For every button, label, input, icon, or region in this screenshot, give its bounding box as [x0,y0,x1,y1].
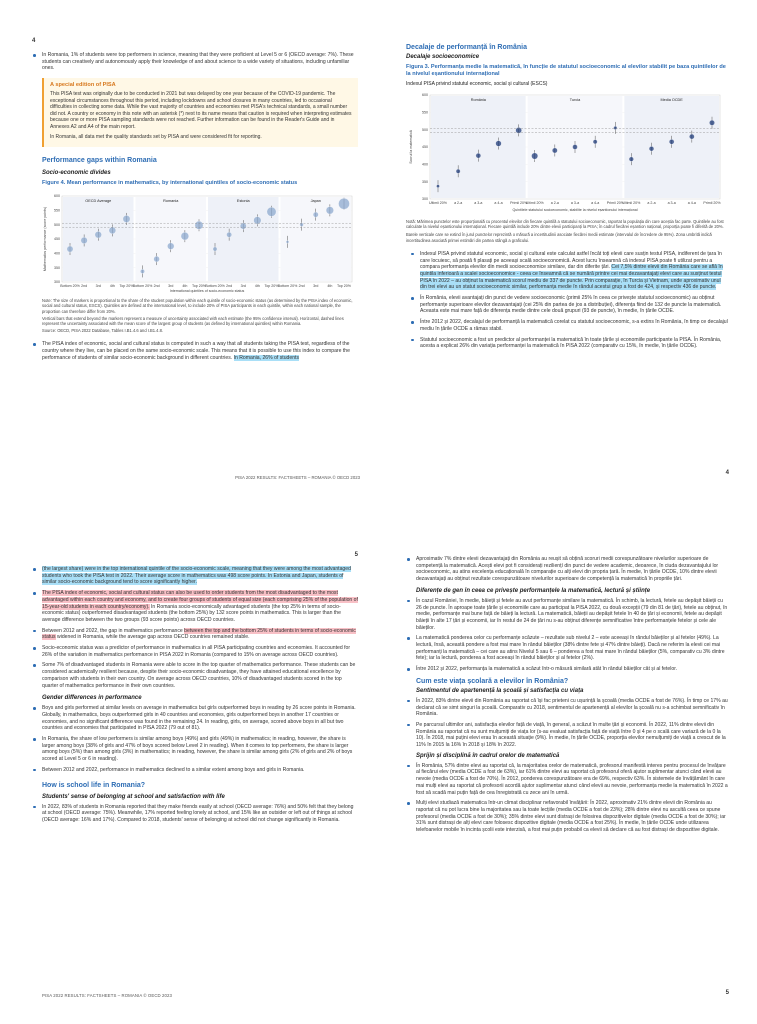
data-point [140,270,144,274]
data-point [614,126,617,129]
x-tick-label: Ultimii 20% [622,201,641,205]
data-point [338,198,349,209]
x-tick-label: 2nd [153,284,160,289]
section-heading: Decalaje de performanță în România [406,44,527,51]
bullet-science-top-performers: In Romania, 1% of students were top performers in science, meaning that they were proficient at Level 5 or 6 (OECD average: 7%). These students can creatively and autonomously apply their knowledge of and about science to a wide variety of situations, including unfamiliar ones. [28,52,358,72]
box-paragraph: In Romania, all data met the quality standards set by PISA and were considered fit for reporting. [50,133,262,140]
data-point [573,145,578,150]
data-point [629,157,634,162]
y-tick-label: 500 [54,223,60,228]
figure-title: Figura 3. Performanța medie la matematică, în funcție de statutul socioeconomic al elevilor stabilit pe baza quintilelor de la nivelul eșantionului internațional [406,64,726,77]
bullet-resilient: Some 7% of disadvantaged students in Romania were able to score in the top quarter of mathematics performance. These students can be considered academically resilient because, despite their socio-economic disadvantage, they have attained educational excellence by comparison with students in their own country. On average across OECD countries, 10% of disadvantaged students scored in the top quarter of mathematics performance in their own countries. [28,662,358,689]
y-tick-label: 400 [422,162,428,167]
bullet-escs-index [406,251,728,291]
x-tick-label: a 2-a [454,201,463,205]
data-point [689,134,694,139]
highlighted-text: (the largest share) were in the top international quintile of the socio-economic scale, meaning that they were among the most advantaged students who took the PISA test in 2022. Their average score in mathematics was 498 score points. In Estonia and Japan, students of similar socio-economic background tend to score significantly higher. [42,566,351,586]
x-tick-label: Primii 20% [703,201,721,205]
bullet-discipline: Mulți elevi studiază matematica într-un climat disciplinar nefavorabil învățării: În 2022, aproximativ 21% dintre elevii din România au raportat că nu pot lucra bine la majoritatea sau la toate lecțiile (media OCDE a fost de 23%); 28% dintre elevi nu ascultă ceea ce spune profesorul (media OCDE a fost de 30%); 35% dintre elevi sunt distrași de folosirea dispozitivelor digitale (media OCDE a fost de 30%); iar 31% sunt distrași de alți elevi care folosesc dispozitive digitale (media OCDE a fost 25%). În medie, în țările OCDE unde utilizarea telefoanelor mobile în incinta școlii este interzisă, a fost mai puțin probabil ca elevii să declare că au fost distrași de dispozitive digitale. [402,800,728,834]
data-point [436,185,439,188]
page-footer: PISA 2022 RESULTS: FACTSHEETS – ROMANIA © OECD 2023 [42,993,172,998]
x-tick-label: 3rd [240,284,246,289]
data-point [286,241,289,244]
data-point [95,232,102,239]
subsection-heading: Socio-economic divides [42,170,111,177]
data-point [532,153,538,159]
bullet-gender-1: În cazul României, în medie, băieții și fetele au avut performanțe similare la matematică. În schimb, la lectură, fetele au depășit băieții cu 26 de puncte. În aproape toate țările și economiile care au participat la PISA 2022, cu două excepții (79 din 81 de țări), fetele au obținut, în medie, performanțe mai bune față de băieți la lectură. La matematică, băieții au depășit fetele în 40 de țări și economii, fetele au depășit băieții în alte 17 țări și economii, iar în restul de 24 de țări nu s-au obținut diferențe semnificative între performanțele fetelor și cele ale băieților. [402,598,728,632]
highlighted-text: Cei 7,5% dintre elevii din România care se află în quintila inferioară a scalei socioeconomice - ceea ce înseamnă că se numără printre cei mai dezavantajați elevi care au susținut testul PISA în 2022 – au obținut la matematică scorul mediu de 337 de puncte. Prin comparație, în Turcia și Vietnam, unde aproximativ unul din trei elevi au un statut socioeconomic similar, performanța medie în rândul acestui grup a fost de 424, și respectiv 436 de puncte. [420,264,723,291]
bullet-predictor: Socio-economic status was a predictor of performance in mathematics in all PISA participating countries and economies. It accounted for 26% of the variation in mathematics performance in PISA 2022 in Romania (compared to 15% on average across OECD countries). [28,645,358,658]
panel-title: OECD Average [85,199,112,204]
x-tick-label: Ultimii 20% [429,201,447,205]
x-tick-label: Primii 20% [606,201,624,205]
x-tick-label: Top 20% [264,284,279,289]
y-tick-label: 300 [422,197,428,202]
data-point [109,227,116,234]
x-tick-label: Bottom 20% [277,284,298,289]
data-point [593,140,597,144]
x-tick-label: a 4-a [494,201,503,205]
panel-background [136,197,207,281]
x-tick-label: 4th [182,284,188,289]
page-footer: PISA 2022 RESULTS: FACTSHEETS – ROMANIA © OECD 2023 [235,475,360,480]
bullet-escs-index [28,341,358,361]
figure-note: Barele verticale care se extind în jurul punctelor reprezintă o măsură a incertitudinii asociate fiecărei medii estimate (intervalul de încredere de 95%). Zona umbrită indică incertitudinea asociată primei estimări din partea stângă a graficului. [406,232,712,243]
y-tick-label: 450 [54,237,60,242]
highlighted-text: between the top and the bottom 25% of students in terms of socio-economic status [42,627,356,641]
bullet-predictor: Statutul socioeconomic a fost un predictor al performanței la matematică în toate țările și economiile participante la PISA. În România, acesta a explicat 26% din variația performanței la matematică în PISA 2022 (comparativ cu 15%, în medie, în țările OCDE). [406,337,728,350]
x-tick-label: 2nd [81,284,88,289]
x-axis-label: International quintiles of socio-economic status [169,289,245,294]
bullet-resilient: Aproximativ 7% dintre elevii dezavantajați din România au reușit să obțină scoruri medii corespunzătoare nivelurilor superioare de competență la matematică. Acești elevi pot fi considerați reziliențí din punct de vedere academic, deoarece, în ciuda dezavantajului lor socioeconomic, au atins excelența educațională în comparație cu alți elevi din propria țară. În medie, în țările OCDE, 10% dintre elevii dezavantajați au obținut rezultate corespunzătoare nivelurilor superioare de competență la matematică în propriile țări. [402,556,728,583]
x-tick-label: Bottom 20% [132,284,153,289]
data-point [213,247,217,251]
bullet-text: widened in Romania, while the average gap across OECD countries remained stable. [57,634,250,641]
data-point [181,233,189,241]
bullet-belonging: In 2022, 83% of students in Romania reported that they make friends easily at school (OECD average: 76%) and 50% felt that they belong at school (OECD average: 75%). Meanwhile, 17% reported feeling lonely at school, and 15% like an outsider or left out of things at school (OECD average: 16% and 17%). Compared to 2018, students' sense of belonging at school did not change significantly in Romania. [28,804,358,824]
box-paragraph: This PISA test was originally due to be conducted in 2021 but was delayed by one year because of the COVID-19 pandemic. The exceptional circumstances throughout this period, including lockdowns and school closures in many countries, led to occasional difficulties in collecting some data. While the vast majority of countries and economies met PISA's technical standards, a small number did not. A country or economy in this note with an asterisk (*) next to its name means that caution is required when interpreting estimates because one or more PISA sampling standards were not reached. Further information can be found in the Reader's Guide and in Annexes A2 and A4 of the main report. [50,91,352,131]
figure-source: Source: OECD, PISA 2022 Database, Tables I.B1.4.6 and I.B1.4.8. [42,328,163,334]
data-point [496,141,502,147]
page-4-english [28,30,366,486]
y-tick-label: 550 [422,110,428,115]
x-tick-label: a 3-a [667,201,676,205]
y-tick-label: 350 [54,266,60,271]
page-number: 4 [32,38,36,44]
subsection-heading: Sentimentul de apartenență la școală și satisfacția cu viața [416,687,584,694]
panel-title: Japan [310,199,321,204]
y-tick-label: 500 [422,127,428,132]
bullet-life-satisfaction: Pe parcursul ultimilor ani, satisfacția elevilor față de viață, în general, a scăzut în multe țări și economii. În 2022, 11% dintre elevii din România au raportat că nu sunt mulțumiți de viața lor (s-au evaluat satisfacția față de viață între 0 și 4 pe o scală care variază de la 0 la 10). În 2018, mai puțini elevi erau în această situație (9%). În medie, în țările OCDE, proporția elevilor nemulțumiți de viață a crescut de la 11% în 2015 la 16% în 2018 și 18% în 2022. [402,722,728,749]
bullet-text: Between 2012 and 2022, the gap in mathematics performance [42,627,183,634]
panel-title: Estonia [236,199,250,204]
x-tick-label: a 3-a [474,201,483,205]
x-tick-label: 3rd [168,284,174,289]
subsection-heading: Sprijin și disciplină în cadrul orelor de matematică [416,752,560,759]
bullet-gender-2: In Romania, the share of low performers is similar among boys (49%) and girls (49%) in mathematics; in reading, however, the share is larger among boys (38% of girls and 47% of boys scored below Level 2 in reading). When it comes to top performers, the share is larger among boys (5%) than among girls (3%) in mathematics; in reading, however, the share is similar among girls (2% of girls and 2% of boys scored at Level 5 or 6 in reading). [28,736,358,763]
x-tick-label: 4th [109,284,115,289]
data-point [67,246,73,252]
page-number: 5 [354,552,358,558]
chart-heading: Indexul PISA privind statutul economic, social și cultural (ESCS) [406,81,548,87]
data-point [81,237,88,244]
page-5-romanian [396,544,733,1004]
data-point [123,216,130,223]
panel-title: România [470,98,486,102]
panel-title: Romania [163,199,179,204]
figure-note: Note: The size of markers is proportional to the share of the student population within each quintile of socio-economic status (as determined by the PISA index of economic, social and cultural status, ESCS). Quintiles are defined at the international level, to include 20% of PISA participants in each quintile, within each national sample, the proportion can therefore differ from 20%. [42,298,353,314]
x-tick-label: Top 20% [337,284,351,289]
bullet-gender-3: Between 2012 and 2022, performance in mathematics declined to a similar extent among boys and girls in Romania. [28,767,358,774]
x-tick-label: 3rd [95,284,101,289]
special-edition-box [42,78,358,147]
x-tick-label: Ultimii 20% [525,201,544,205]
y-tick-label: 400 [54,251,60,256]
data-point [669,139,674,144]
bullet-teacher-support: În România, 57% dintre elevi au raportat că, la majoritatea orelor de matematică, profesorul manifestă interes pentru procesul de învățare al fiecărui elev (media OCDE a fost de 63%), iar 61% dintre elevi au raportat că profesorul oferă ajutor suplimentar atunci când elevii au nevoie (media OCDE a fost de 70%). În 2012, ponderea corespunzătoare era de 69%, respectiv 63%. În sistemele de învățământ în care mai mulți elevi au raportat că profesorii acordă ajutor suplimentar atunci când elevii au nevoie, performanța medie la matematică în 2022 a fost să scadă mai puțin față de cea înregistrată cu zece ani în urmă. [402,763,728,797]
paragraph-continued [28,566,358,586]
page-number: 5 [725,990,729,996]
x-tick-label: 2nd [298,284,305,289]
y-tick-label: 600 [422,93,428,98]
x-tick-label: 4th [254,284,260,289]
subsection-heading: Gender differences in performance [42,695,142,702]
data-point [476,153,481,158]
x-tick-label: 4th [327,284,333,289]
data-point [709,120,714,125]
highlighted-text: In Romania, 26% of students [233,354,300,361]
data-point [552,148,557,153]
bullet-gender-2: La matematică ponderea celor cu performanțe scăzute – rezultate sub nivelul 2 – este aceeași în rândul băieților și al fetelor (49%). La lectură, însă, această pondere a fost mai mare în rândul băieților (38% dintre fete și 47% dintre băieți). Dacă ne referim la elevii cei mai performanți la matematică – cei care au atins Nivelul 5 sau 6 – ponderea a fost mai mare în rândul băieților (5%, comparativ cu 3% dintre fete); iar la lectură, ponderea a fost aceeași în rândul băieților și al fetelor (2%). [402,635,728,662]
panel-background [431,96,526,198]
data-point [326,207,334,215]
panel-title: Media OCDE [660,98,683,102]
data-point [195,221,203,229]
y-tick-label: 600 [54,194,60,199]
x-tick-label: Top 20% [192,284,206,289]
data-point [456,169,460,173]
x-tick-label: a 2-a [647,201,656,205]
page-number: 4 [725,470,729,476]
figura-3-chart [406,89,726,213]
section-heading: How is school life in Romania? [42,781,146,789]
bullet-gender-1: Boys and girls performed at similar levels on average in mathematics but girls outperformed boys in reading by 26 score points in Romania. Globally, in mathematics, boys outperformed girls in 40 countries and economies, girls outperformed boys in another 17 countries or economies, and no significant difference was found in the remaining 24. In reading, girls, on average, scored above boys in all but two countries and economies that participated in PISA 2022 (79 out of 81). [28,705,358,732]
x-tick-label: 3rd [313,284,319,289]
data-point [167,243,174,250]
subsection-heading: Decalaje socioeconomice [406,54,480,60]
box-title: A special edition of PISA [50,82,116,89]
subsection-heading: Students' sense of belonging at school and satisfaction with life [42,793,225,800]
data-point [227,232,232,237]
x-tick-label: a 3-a [570,201,580,205]
x-tick-label: a 4-a [591,201,600,205]
page-4-romanian [396,30,733,486]
bullet-escs-groups [28,590,358,624]
bullet-text: The PISA index of economic, social and cultural status is computed in such a way that all students taking the PISA test, regardless of the country where they live, can be placed on the same socio-economic scale. This means that it is possible to use this index to compare the performance of students of similar socio-economic background in different countries. [42,341,350,361]
y-axis-label: Mathematics performance (score points) [43,207,47,272]
x-tick-label: a 2-a [550,201,559,205]
x-tick-label: 2nd [226,284,233,289]
bullet-belonging: În 2022, 83% dintre elevii din România au raportat că își fac prieteni cu ușurință la școală (media OCDE a fost de 76%). În timp ce 17% au declarat că se simt singuri la școală. Comparativ cu 2018, sentimentul de apartenență al elevilor la școală nu s-a schimbat semnificativ în România. [402,698,728,718]
data-point [267,207,276,216]
data-point [254,217,262,225]
subsection-heading: Diferențe de gen în ceea ce privește performanțele la matematică, lectură și științe [416,587,651,594]
section-heading: Cum este viața școlară a elevilor în România? [416,677,569,685]
y-tick-label: 350 [422,179,428,184]
bullet-text: In Romania socio-economically advantaged students (the top 25% in terms of socio-economic status) outperformed disadvantaged students (the bottom 25%) by 132 score points in mathematics. This is larger than the average difference between the two groups (93 score points) across OECD countries. [42,603,341,623]
bullet-gap-trend [28,628,358,641]
x-tick-label: Bottom 20% [205,284,225,289]
figure-note: Vertical bars that extend beyond the markers represent a measure of uncertainty associated with each estimate (the 95% confidence interval). Horizontal, dashed lines represent the uncertainty associated with the mean score of the largest group of students (as defined by international quintiles) within Romania. [42,315,344,327]
y-axis-label: Scorul la matematică [409,130,413,164]
bullet-gap-trend: Între 2012 și 2022, decalajul de performanță la matematică corelat cu statutul socioeconomic, s-a extins în România, în timp ce decalajul mediu în țările OCDE a rămas stabil. [406,319,728,332]
figure-title: Figure 4. Mean performance in mathematics, by international quintiles of socio-economic status [42,180,298,187]
panel-title: Turcia [569,98,581,102]
bullet-advantaged-gap: În România, elevii avantajați din punct de vedere socioeconomic (primii 25% în ceea ce privește statutul socioeconomic) au obținut performanțe superioare elevilor dezavantajați (cei 25% din partea de jos a distribuției), diferența fiind de 132 de puncte la matematică. Aceasta este mai mare față de diferența medie dintre cele două grupuri (93 de puncte), în medie, în țările OCDE. [406,295,728,315]
y-tick-label: 550 [54,208,60,213]
section-heading: Performance gaps within Romania [42,157,157,165]
x-axis-label: Quintilele statutului socioeconomic, stabilite la nivelul eșantionului internațional [512,208,638,212]
figure-note: Notă: Mărimea punctelor este proporțională cu procentul elevilor din fiecare quintilă a statutului socioeconomic, raportat la populația din care aceștia fac parte. Quintilele au fost calculate la nivelul eșantionului internațional. Fiecare quintilă include 20% dintre elevii participanți la PISA; în cadrul fiecărei eșantion național, proporția poate fi diferită de 20%. [406,219,724,230]
y-tick-label: 300 [54,280,60,285]
data-point [649,146,654,151]
x-tick-label: a 4-a [687,201,696,205]
data-point [154,256,160,262]
data-point [313,212,318,217]
data-point [240,223,246,229]
highlighted-text: The PISA index of economic, social and cultural status can also be used to order students from the most disadvantaged to the most advantaged within each country and economy, and to create four groups of students of equal size (each comprising 25% of the population of 15-year-old students in each country/economy). [42,590,358,610]
x-tick-label: Bottom 20% [60,284,80,289]
page-5-english [28,544,366,1004]
x-tick-label: Primii 20% [510,201,528,205]
x-tick-label: Top 20% [119,284,134,289]
bullet-text: Indexul PISA privind statutul economic, social și cultural este calculat astfel încât toți elevii care susțin testul PISA, indiferent de țara în care locuiesc, să poată fi plasați pe aceeași scală socioeconomică. Acest lucru înseamnă că indexul PISA poate fi utilizat pentru a compara performanța elevilor din medii socioeconomice similare, dar din diferite țări. [420,250,722,271]
bullet-gender-3: Între 2012 și 2022, performanța la matematică a scăzut într-o măsură similară atât în rândul băieților cât și al fetelor. [402,666,728,673]
y-tick-label: 450 [422,145,428,150]
figure-4-chart [40,190,358,294]
